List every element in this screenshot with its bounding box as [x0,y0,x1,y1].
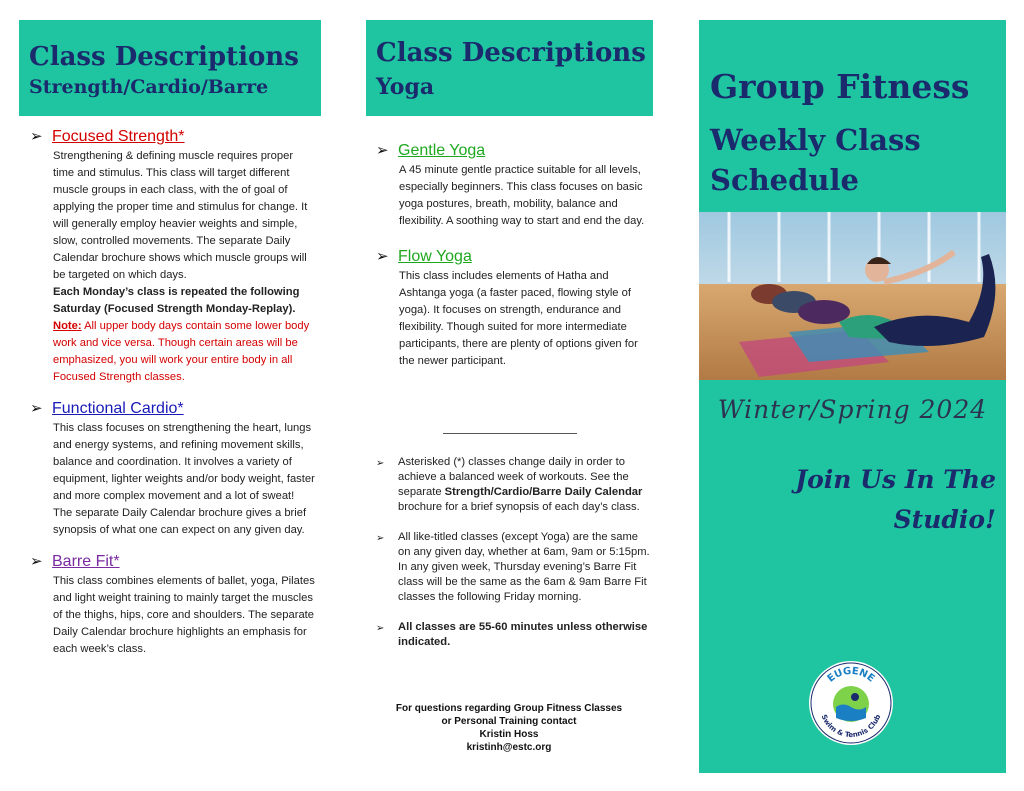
section-paragraph: This class includes elements of Hatha and Ashtanga yoga (a faster paced, flowing style of yoga). It focuses on strength, endurance and flexibility. Though suited for more intermediate participants, there are plenty of options given for the newer participant. [399,270,638,367]
arrow-bullet-icon: ➢ [376,248,389,265]
section-flow-yoga [376,248,651,370]
mid-banner-subtitle: Yoga [376,74,435,100]
contact-block [376,702,642,754]
arrow-bullet-icon: ➢ [376,458,385,469]
yoga-class-photo [699,212,1006,380]
logo-bottom-text: Swim & Tennis Club [819,713,883,740]
section-heading: Barre Fit* [52,553,120,570]
tagline: Join Us In The Studio! [795,465,996,534]
divider [443,433,577,434]
section-functional-cardio [30,400,315,539]
arrow-bullet-icon: ➢ [30,553,43,570]
section-heading: Focused Strength* [52,128,185,145]
note-text: All like-titled classes (except Yoga) are the same on any given day, whether at 6am, 9am or 5:15pm. In any given week, Thursday evening’s Barre Fit class will be the same as the 6am & 9am Barre Fit classes the following Friday morning. [398,531,650,603]
section-gentle-yoga [376,142,651,230]
section-heading: Gentle Yoga [398,142,486,159]
club-logo [808,660,894,746]
contact-line: For questions regarding Group Fitness Classes [395,703,623,714]
section-paragraph: A 45 minute gentle practice suitable for all levels, especially beginners. This class focuses on basic yoga postures, breath, mobility, balance and flexibility. A soothing way to start and end the day. [399,164,645,227]
section-barre-fit [30,553,315,658]
arrow-bullet-icon: ➢ [30,128,43,145]
list-item [376,455,651,515]
left-banner [19,20,321,116]
mid-banner [366,20,653,116]
list-item [376,620,651,650]
list-item [376,530,651,605]
contact-line: or Personal Training contact [441,716,577,727]
arrow-bullet-icon: ➢ [376,142,389,159]
section-paragraph: Strengthening & defining muscle requires proper time and stimulus. This class will target different muscle groups in each class, with the of goal of applying the proper time and stimulus for change. It will generally employ heavier weights and simple, slow, controlled movements. The separate Daily Calendar brochure shows which muscle groups will be targeted on which days. [53,150,308,281]
arrow-bullet-icon: ➢ [30,400,43,417]
section-heading: Functional Cardio* [52,400,184,417]
note-text: All upper body days contain some lower body work and vice versa. Though certain areas will be emphasized, you will work your entire body in all Focused Strength classes. [53,320,310,383]
season-label: Winter/Spring 2024 [717,395,988,424]
cover-title: Group Fitness [710,67,970,106]
arrow-bullet-icon: ➢ [376,623,385,634]
note-text: brochure for a brief synopsis of each day’s class. [398,501,640,513]
left-banner-title: Class Descriptions [29,42,299,72]
note-text: All classes are 55-60 minutes unless otherwise indicated. [398,621,648,648]
mid-banner-title: Class Descriptions [376,38,646,68]
arrow-bullet-icon: ➢ [376,533,385,544]
note-text: Asterisked (*) classes change daily in order to achieve a balanced week of workouts. See the separate [398,456,629,498]
mid-column [376,142,651,384]
cover-subtitle: Weekly Class Schedule [710,123,921,197]
contact-name: Kristin Hoss [479,729,539,740]
note-bold: Strength/Cardio/Barre Daily Calendar [444,486,643,498]
section-paragraph: This class combines elements of ballet, yoga, Pilates and light weight training to mainly target the muscles of the thighs, hips, core and shoulders. The separate Daily Calendar brochure highlights an emphasis for each week’s class. [53,575,315,655]
cover-panel [699,20,1006,773]
left-column [30,128,315,672]
section-heading: Flow Yoga [398,248,472,265]
logo-top-text: EUGENE [825,665,877,685]
section-focused-strength [30,128,315,386]
section-paragraph: This class focuses on strengthening the heart, lungs and energy systems, and refining movement skills, balance and coordination. It involves a variety of equipment, lighter weights and/or body weight, faster and more complex movement and a lot of sweat! The separate Daily Calendar brochure gives a brief synopsis of what one can expect on any given day. [53,422,315,536]
notes-list [376,455,651,665]
contact-email[interactable]: kristinh@estc.org [466,742,552,753]
section-bold-note: Each Monday’s class is repeated the following Saturday (Focused Strength Monday-Replay). [53,286,300,315]
note-label: Note: [53,320,82,332]
left-banner-subtitle: Strength/Cardio/Barre [29,76,269,98]
